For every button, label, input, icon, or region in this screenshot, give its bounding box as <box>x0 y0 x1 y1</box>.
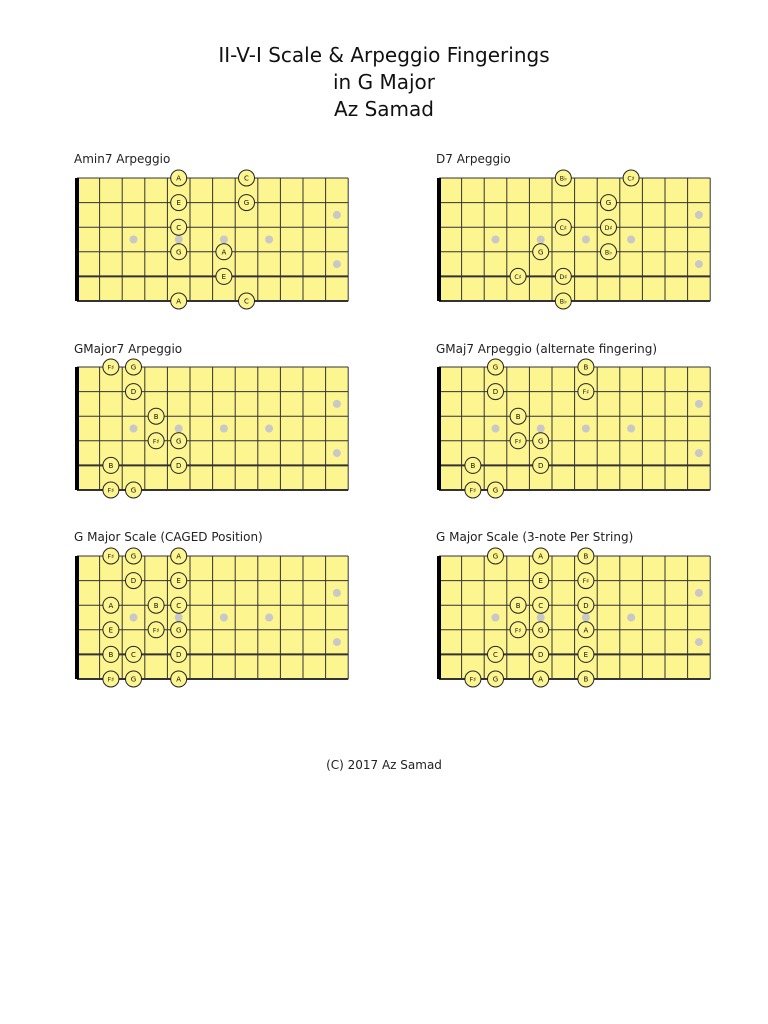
nut <box>437 367 441 490</box>
note-label: F♯ <box>469 676 477 684</box>
fret-inlay-dot <box>130 236 138 244</box>
fret-inlay-dot <box>582 614 590 622</box>
note-marker <box>103 548 119 564</box>
note-label: B <box>515 601 521 610</box>
fret-inlay-dot <box>333 400 341 408</box>
note-label: C <box>131 651 136 659</box>
note-label: F♯ <box>107 487 115 495</box>
note-label: E <box>221 273 227 281</box>
diagram-label-d7: D7 Arpeggio <box>436 152 511 166</box>
note-label: C <box>493 651 498 659</box>
fret-inlay-dot <box>220 236 228 244</box>
note-marker <box>533 433 549 449</box>
fret-inlay-dot <box>220 425 228 433</box>
note-marker <box>555 268 571 284</box>
note-label: F♯ <box>514 627 522 635</box>
note-marker <box>488 548 504 564</box>
fret-inlay-dot <box>492 236 500 244</box>
note-label: B <box>515 412 521 421</box>
note-label: D <box>492 388 499 397</box>
note-marker <box>533 573 549 589</box>
fretboard-g-major-3nps <box>432 548 717 688</box>
page-title <box>0 42 768 123</box>
fret-inlay-dot <box>627 425 635 433</box>
note-label: C <box>538 601 544 610</box>
note-label: D <box>130 388 137 397</box>
note-marker <box>171 244 187 260</box>
note-marker <box>216 244 232 260</box>
note-label: A <box>538 552 544 561</box>
note-marker <box>126 548 142 564</box>
note-label: C♯ <box>627 175 635 183</box>
note-marker <box>465 457 481 473</box>
note-marker <box>533 548 549 564</box>
note-label: D♯ <box>604 224 613 232</box>
note-marker <box>533 646 549 662</box>
note-marker <box>103 622 119 638</box>
note-label: D♯ <box>559 274 568 281</box>
note-label: C <box>176 223 182 232</box>
note-label: A <box>176 297 182 306</box>
note-marker <box>103 671 119 687</box>
note-label: B♭ <box>559 298 567 306</box>
fretboard-d7-arpeggio <box>432 170 717 310</box>
note-marker <box>103 359 119 375</box>
note-marker <box>465 671 481 687</box>
fret-inlay-dot <box>695 589 703 597</box>
copyright-footer: (C) 2017 Az Samad <box>326 758 442 772</box>
note-marker <box>171 293 187 309</box>
diagram-label-amin7: Amin7 Arpeggio <box>74 152 171 166</box>
note-marker <box>126 359 142 375</box>
nut <box>75 556 79 679</box>
note-label: G <box>243 199 250 208</box>
note-label: G <box>537 248 544 257</box>
note-marker <box>623 170 639 186</box>
note-label: D <box>538 462 544 470</box>
note-label: E <box>108 626 114 635</box>
fret-inlay-dot <box>130 425 138 433</box>
fret-inlay-dot <box>175 236 183 244</box>
nut <box>75 178 79 301</box>
note-label: E <box>176 577 181 586</box>
note-marker <box>171 457 187 473</box>
note-label: A <box>538 675 544 684</box>
fret-inlay-dot <box>333 589 341 597</box>
note-marker <box>578 359 594 375</box>
note-label: F♯ <box>107 676 115 684</box>
note-marker <box>171 573 187 589</box>
note-label: F♯ <box>582 578 590 586</box>
note-label: D <box>130 577 137 586</box>
note-label: E <box>583 651 589 659</box>
diagram-label-gmajor7: GMajor7 Arpeggio <box>74 342 183 356</box>
note-marker <box>510 268 526 284</box>
note-marker <box>578 671 594 687</box>
note-marker <box>126 671 142 687</box>
fret-inlay-dot <box>537 236 545 244</box>
note-label: D <box>176 462 182 470</box>
note-label: G <box>175 248 182 257</box>
fret-inlay-dot <box>333 260 341 268</box>
note-label: G <box>537 437 544 446</box>
note-marker <box>578 548 594 564</box>
note-marker <box>510 597 526 613</box>
fret-inlay-dot <box>265 425 273 433</box>
fretboard-amin7-arpeggio <box>70 170 355 310</box>
note-label: D <box>538 651 544 659</box>
nut <box>437 178 441 301</box>
note-marker <box>488 646 504 662</box>
fret-inlay-dot <box>695 638 703 646</box>
note-label: D <box>583 601 589 610</box>
note-marker <box>171 671 187 687</box>
note-marker <box>171 622 187 638</box>
note-label: G <box>492 675 499 684</box>
note-marker <box>465 482 481 498</box>
note-marker <box>510 408 526 424</box>
note-marker <box>488 482 504 498</box>
diagram-label-g-major-caged: G Major Scale (CAGED Position) <box>74 530 263 544</box>
note-label: G <box>605 199 612 208</box>
note-label: A <box>176 675 182 684</box>
note-marker <box>171 433 187 449</box>
note-label: D <box>176 651 182 659</box>
note-label: E <box>538 577 543 586</box>
note-label: B <box>470 462 476 470</box>
fret-inlay-dot <box>695 449 703 457</box>
note-marker <box>126 482 142 498</box>
nut <box>75 367 79 490</box>
fret-inlay-dot <box>265 236 273 244</box>
note-label: B <box>583 363 589 372</box>
note-label: C <box>176 601 182 610</box>
note-label: B♭ <box>604 249 613 257</box>
note-label: B <box>583 675 589 684</box>
note-marker <box>103 482 119 498</box>
note-label: B <box>153 601 159 610</box>
note-label: F♯ <box>469 487 477 495</box>
fret-inlay-dot <box>537 614 545 622</box>
note-marker <box>555 219 571 235</box>
fretboard-gmajor7-arpeggio <box>70 359 355 499</box>
author-line: Az Samad <box>334 97 434 121</box>
note-label: G <box>492 363 499 372</box>
note-label: B <box>583 552 589 561</box>
note-marker <box>578 622 594 638</box>
note-label: F♯ <box>582 389 590 397</box>
fret-inlay-dot <box>627 236 635 244</box>
fret-inlay-dot <box>695 400 703 408</box>
note-marker <box>510 622 526 638</box>
note-marker <box>578 597 594 613</box>
note-label: A <box>108 601 114 610</box>
note-marker <box>126 646 142 662</box>
note-marker <box>239 293 255 309</box>
fret-inlay-dot <box>333 211 341 219</box>
note-marker <box>533 244 549 260</box>
note-marker <box>488 384 504 400</box>
note-marker <box>148 408 164 424</box>
note-marker <box>148 433 164 449</box>
note-label: A <box>176 174 182 183</box>
note-marker <box>239 170 255 186</box>
note-label: C <box>244 297 249 306</box>
note-label: G <box>130 675 137 684</box>
note-label: A <box>176 552 182 561</box>
note-label: A <box>583 626 589 635</box>
fret-inlay-dot <box>333 449 341 457</box>
note-marker <box>488 671 504 687</box>
fretboard-g-major-caged <box>70 548 355 688</box>
note-marker <box>148 597 164 613</box>
note-marker <box>601 244 617 260</box>
fret-inlay-dot <box>695 211 703 219</box>
note-marker <box>171 219 187 235</box>
fret-inlay-dot <box>492 425 500 433</box>
title-line-2: in G Major <box>333 70 435 94</box>
diagram-label-gmaj7-alt: GMaj7 Arpeggio (alternate fingering) <box>436 342 658 356</box>
note-marker <box>216 268 232 284</box>
fret-inlay-dot <box>220 614 228 622</box>
note-marker <box>126 384 142 400</box>
note-label: C <box>244 174 249 183</box>
note-marker <box>601 219 617 235</box>
note-label: F♯ <box>152 627 160 635</box>
fret-inlay-dot <box>175 425 183 433</box>
note-label: G <box>492 552 499 561</box>
note-label: G <box>537 626 544 635</box>
fret-inlay-dot <box>265 614 273 622</box>
note-label: B <box>108 651 114 659</box>
note-label: F♯ <box>514 438 522 446</box>
note-marker <box>148 622 164 638</box>
note-marker <box>578 384 594 400</box>
note-label: A <box>221 248 227 257</box>
note-label: B <box>108 462 114 470</box>
note-marker <box>555 293 571 309</box>
fret-inlay-dot <box>582 425 590 433</box>
note-marker <box>171 170 187 186</box>
note-label: G <box>130 552 137 561</box>
nut <box>437 556 441 679</box>
fret-inlay-dot <box>627 614 635 622</box>
note-label: B <box>153 412 159 421</box>
note-label: E <box>176 199 181 208</box>
note-marker <box>103 457 119 473</box>
fret-inlay-dot <box>582 236 590 244</box>
note-marker <box>578 573 594 589</box>
note-label: G <box>175 626 182 635</box>
note-label: C♯ <box>514 274 522 281</box>
note-marker <box>239 195 255 211</box>
note-label: C♯ <box>559 224 567 232</box>
note-marker <box>488 359 504 375</box>
note-label: G <box>130 363 137 372</box>
fret-inlay-dot <box>492 614 500 622</box>
note-label: B♭ <box>559 175 567 183</box>
fret-inlay-dot <box>537 425 545 433</box>
fret-inlay-dot <box>333 638 341 646</box>
note-marker <box>533 457 549 473</box>
note-marker <box>533 597 549 613</box>
note-marker <box>510 433 526 449</box>
note-marker <box>171 548 187 564</box>
note-marker <box>601 195 617 211</box>
fret-inlay-dot <box>175 614 183 622</box>
diagram-label-g-major-3nps: G Major Scale (3-note Per String) <box>436 530 634 544</box>
fretboard-gmaj7-alternate <box>432 359 717 499</box>
note-label: G <box>130 486 137 495</box>
note-marker <box>126 573 142 589</box>
note-marker <box>103 597 119 613</box>
fret-inlay-dot <box>130 614 138 622</box>
note-marker <box>578 646 594 662</box>
note-marker <box>533 622 549 638</box>
note-marker <box>171 597 187 613</box>
title-line-1: II-V-I Scale & Arpeggio Fingerings <box>218 43 550 67</box>
note-marker <box>533 671 549 687</box>
fret-inlay-dot <box>695 260 703 268</box>
note-label: F♯ <box>107 364 115 372</box>
note-marker <box>103 646 119 662</box>
note-label: G <box>492 486 499 495</box>
note-marker <box>555 170 571 186</box>
note-label: G <box>175 437 182 446</box>
note-label: F♯ <box>107 553 115 561</box>
note-marker <box>171 195 187 211</box>
note-marker <box>171 646 187 662</box>
note-label: F♯ <box>152 438 160 446</box>
